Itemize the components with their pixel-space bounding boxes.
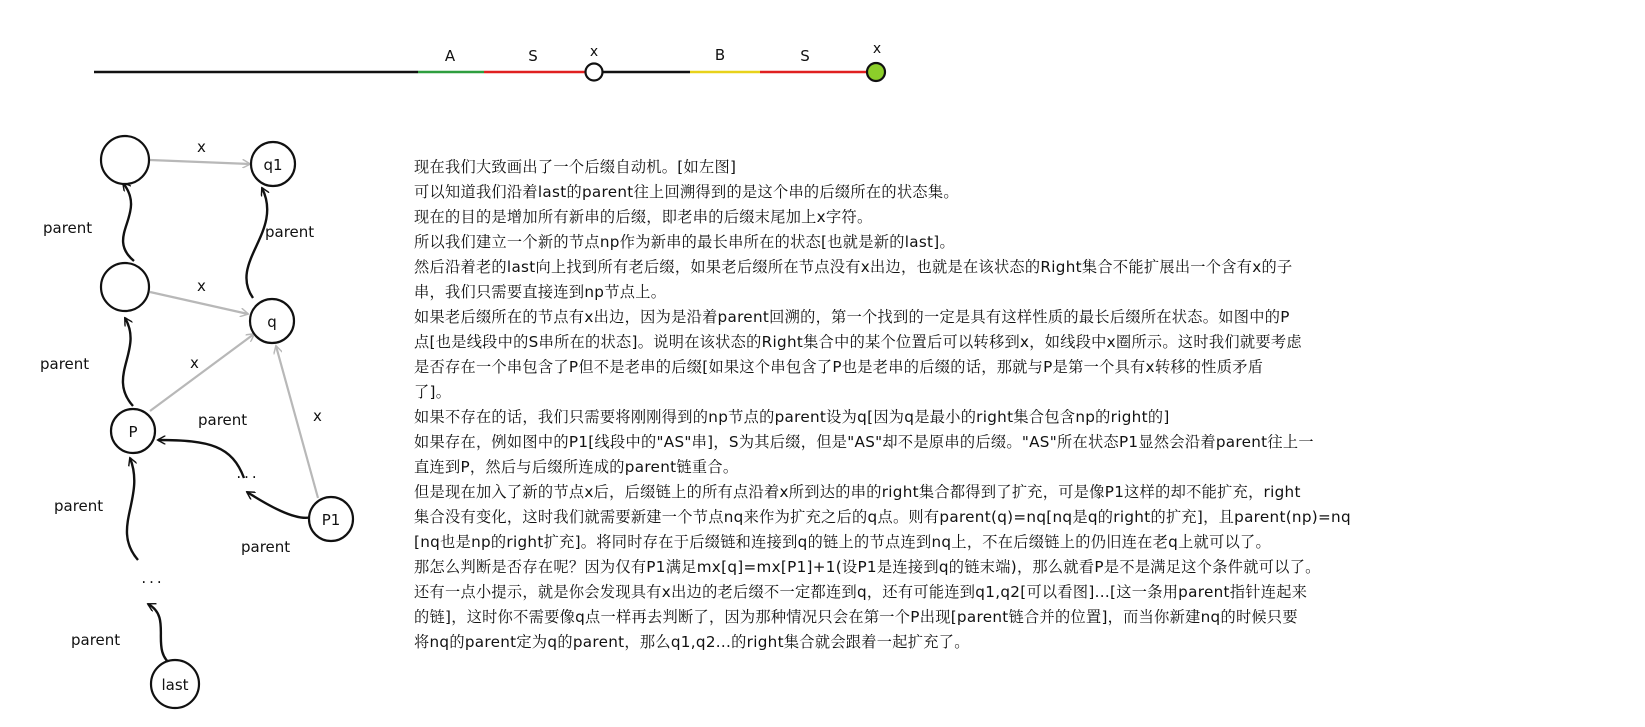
explanation-line-1: 现在我们大致画出了一个后缀自动机。[如左图] [414, 158, 737, 176]
ellipsis-low: ... [141, 569, 165, 587]
node-p-label: P [128, 423, 138, 441]
explanation-line-3: 现在的目的是增加所有新串的后缀，即老串的后缀末尾加上x字符。 [414, 208, 873, 226]
automaton-diagram [40, 136, 353, 708]
explanation-line-4: 所以我们建立一个新的节点np作为新串的最长串所在的状态[也就是新的last]。 [414, 233, 956, 251]
edge-label-parent-to-p: parent [198, 411, 248, 429]
edge-label-parent-p1: parent [241, 538, 291, 556]
x-edge-p1 [276, 346, 318, 498]
explanation-text [414, 155, 1599, 655]
parent-edge-mid-left [123, 318, 133, 406]
explanation-line-10: 了]。 [414, 383, 452, 401]
timeline-label-a: A [444, 47, 456, 65]
explanation-line-11: 如果不存在的话，我们只需要将刚刚得到的np节点的parent设为q[因为q是最小的right集合包含np的right的] [414, 408, 1170, 426]
explanation-line-7: 如果老后缀所在的节点有x出边，因为是沿着parent回溯的，第一个找到的一定是具有这样性质的最长后缀所在状态。如图中的P [414, 308, 1290, 326]
node-q-label: q [267, 313, 277, 331]
node-top-left [101, 136, 149, 184]
parent-edge-to-p [158, 440, 244, 478]
edge-label-x-p: x [190, 354, 199, 372]
string-timeline [94, 41, 885, 81]
explanation-line-14: 但是现在加入了新的节点x后，后缀链上的所有点沿着x所到达的串的right集合都得到了扩充，可是像P1这样的却不能扩充，right [414, 483, 1301, 501]
parent-edge-from-p1 [247, 492, 312, 518]
edge-label-parent-bottom: parent [71, 631, 121, 649]
timeline-label-s1: S [528, 47, 538, 65]
node-q1-label: q1 [263, 156, 283, 174]
explanation-line-17: 那怎么判断是否存在呢？因为仅有P1满足mx[q]=mx[P1]+1(设P1是连接到q的链末端)，那么就看P是不是满足这个条件就可以了。 [414, 558, 1321, 576]
explanation-line-9: 是否存在一个串包含了P但不是老串的后缀[如果这个串包含了P也是老串的后缀的话，那就与P是第一个具有x转移的性质矛盾 [414, 358, 1264, 376]
timeline-x-marker-open [586, 64, 603, 81]
explanation-line-15: 集合没有变化，这时我们就需要新建一个节点nq来作为扩充之后的q点。则有parent(q)=nq[nq是q的right的扩充]，且parent(np)=nq [414, 508, 1351, 526]
edge-label-x-top: x [197, 138, 206, 156]
edge-label-x-mid: x [197, 277, 206, 295]
explanation-line-8: 点[也是线段中的S串所在的状态]。说明在该状态的Right集合中的某个位置后可以转移到x，如线段中x圈所示。这时我们就要考虑 [414, 333, 1302, 351]
ellipsis-mid: ... [236, 464, 260, 482]
timeline-label-x2: x [872, 41, 882, 57]
edge-label-parent-top-left: parent [43, 219, 93, 237]
parent-edge-upper-left [123, 183, 134, 261]
x-edge-mid [150, 292, 248, 314]
timeline-label-x1: x [589, 44, 599, 60]
node-mid-left [101, 263, 149, 311]
explanation-line-12: 如果存在，例如图中的P1[线段中的"AS"串]，S为其后缀，但是"AS"却不是原串的后缀。"AS"所在状态P1显然会沿着parent往上一 [414, 433, 1314, 451]
timeline-label-s2: S [800, 47, 810, 65]
explanation-line-6: 串，我们只需要直接连到np节点上。 [414, 283, 667, 301]
explanation-line-16: [nq也是np的right扩充]。将同时存在于后缀链和连接到q的链上的节点连到nq上，不在后缀链上的仍旧连在老q上就可以了。 [414, 533, 1272, 551]
explanation-line-20: 将nq的parent定为q的parent，那么q1,q2...的right集合就会跟着一起扩充了。 [414, 633, 970, 651]
explanation-line-2: 可以知道我们沿着last的parent往上回溯得到的是这个串的后缀所在的状态集。 [414, 183, 959, 201]
parent-edge-low-left [127, 458, 138, 560]
edge-label-x-p1: x [313, 407, 322, 425]
explanation-line-18: 还有一点小提示，就是你会发现具有x出边的老后缀不一定都连到q，还有可能连到q1,q2[可以看图]...[这一条用parent指针连起来 [414, 583, 1308, 601]
edge-label-parent-right: parent [265, 223, 315, 241]
edge-label-parent-mid-left: parent [40, 355, 90, 373]
parent-edge-right [246, 188, 267, 298]
x-edge-p [150, 334, 254, 411]
timeline-x-marker-filled [867, 63, 885, 81]
explanation-line-13: 直连到P，然后与后缀所连成的parent链重合。 [414, 458, 739, 476]
node-last-label: last [161, 676, 189, 694]
node-p1-label: P1 [321, 511, 341, 529]
explanation-line-5: 然后沿着老的last向上找到所有老后缀，如果老后缀所在节点没有x出边，也就是在该状态的Right集合不能扩展出一个含有x的子 [414, 258, 1293, 276]
edge-label-parent-low-left: parent [54, 497, 104, 515]
parent-edge-bottom [148, 604, 173, 666]
timeline-label-b: B [714, 46, 726, 64]
explanation-line-19: 的链]，这时你不需要像q点一样再去判断了，因为那种情况只会在第一个P出现[parent链合并的位置]，而当你新建nq的时候只要 [414, 608, 1298, 626]
x-edge-top [150, 160, 250, 164]
